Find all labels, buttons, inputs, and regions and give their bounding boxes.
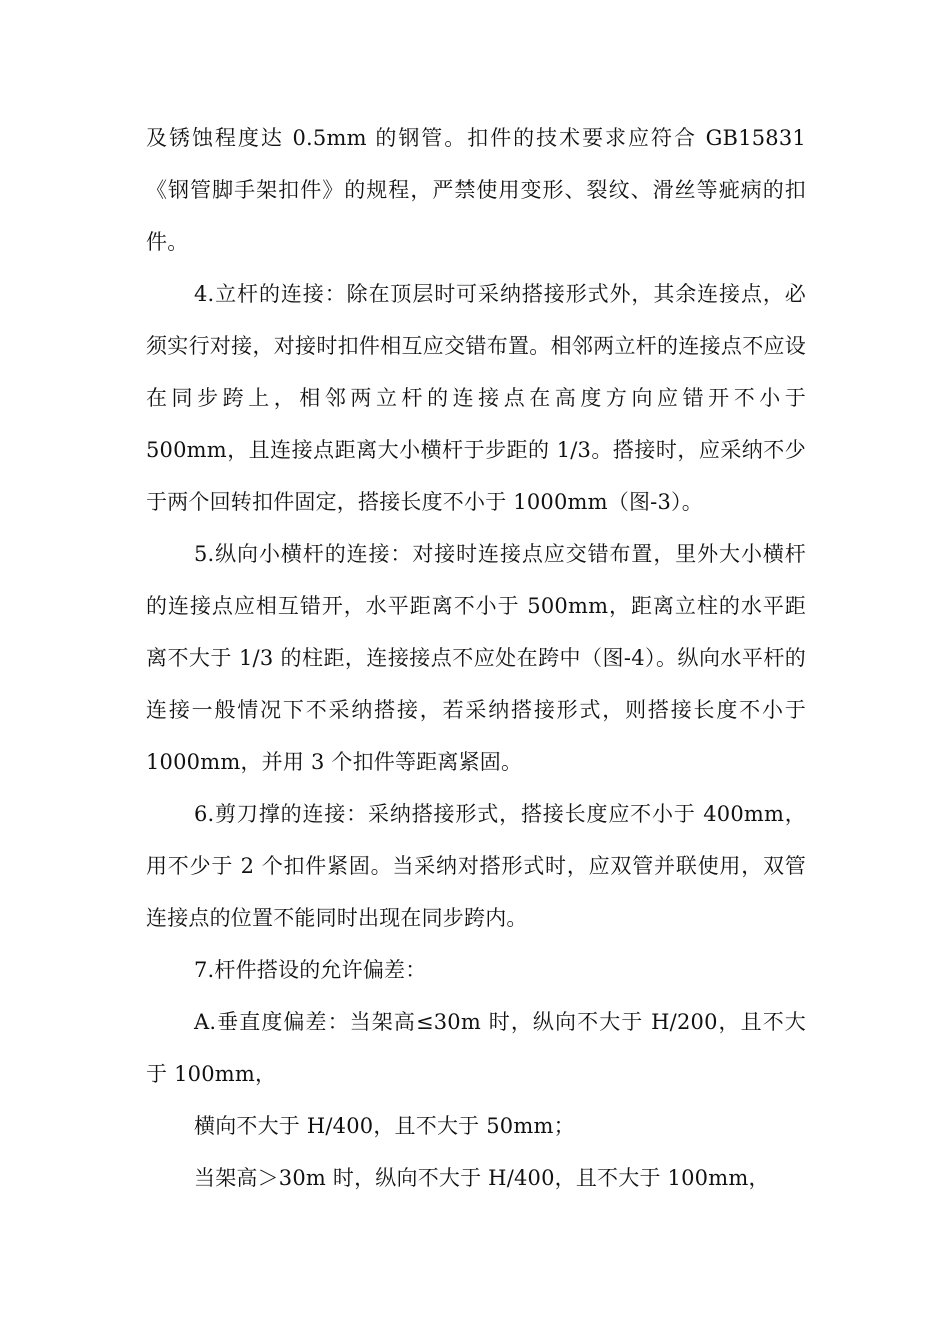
- paragraph-bracing-connection: 6.剪刀撑的连接：采纳搭接形式，搭接长度应不小于 400mm，用不少于 2 个扣件紧固。当采纳对搭形式时，应双管并联使用，双管连接点的位置不能同时出现在同步跨内。: [146, 802, 806, 930]
- paragraph-upright-connection: 4.立杆的连接：除在顶层时可采纳搭接形式外，其余连接点，必须实行对接，对接时扣件相互应交错布置。相邻两立杆的连接点不应设在同步跨上，相邻两立杆的连接点在高度方向应错开不小于 500mm，且连接点距离大小横杆于步距的 1/3。搭接时，应采纳不少于两个回转扣件固定，搭接长度不小于 1000mm（图-3）。: [146, 282, 806, 514]
- paragraph-verticality-deviation: A.垂直度偏差：当架高≤30m 时，纵向不大于 H/200，且不大于 100mm，: [146, 1010, 806, 1086]
- paragraph-crossbar-connection: 5.纵向小横杆的连接：对接时连接点应交错布置，里外大小横杆的连接点应相互错开，水平距离不小于 500mm，距离立柱的水平距离不大于 1/3 的柱距，连接接点不应处在跨中（图-4）。纵向水平杆的连接一般情况下不采纳搭接，若采纳搭接形式，则搭接长度不小于 1000mm，并用 3 个扣件等距离紧固。: [146, 542, 806, 774]
- paragraph-transverse-deviation: 横向不大于 H/400，且不大于 50mm；: [194, 1114, 575, 1138]
- paragraph-high-frame-deviation: 当架高＞30m 时，纵向不大于 H/400，且不大于 100mm，: [194, 1166, 770, 1190]
- paragraph-steel-pipe-requirements: 及锈蚀程度达 0.5mm 的钢管。扣件的技术要求应符合 GB15831《钢管脚手架扣件》的规程，严禁使用变形、裂纹、滑丝等疵病的扣件。: [146, 126, 806, 254]
- paragraph-tolerance-heading: 7.杆件搭设的允许偏差：: [194, 958, 427, 982]
- document-body: [146, 112, 806, 1204]
